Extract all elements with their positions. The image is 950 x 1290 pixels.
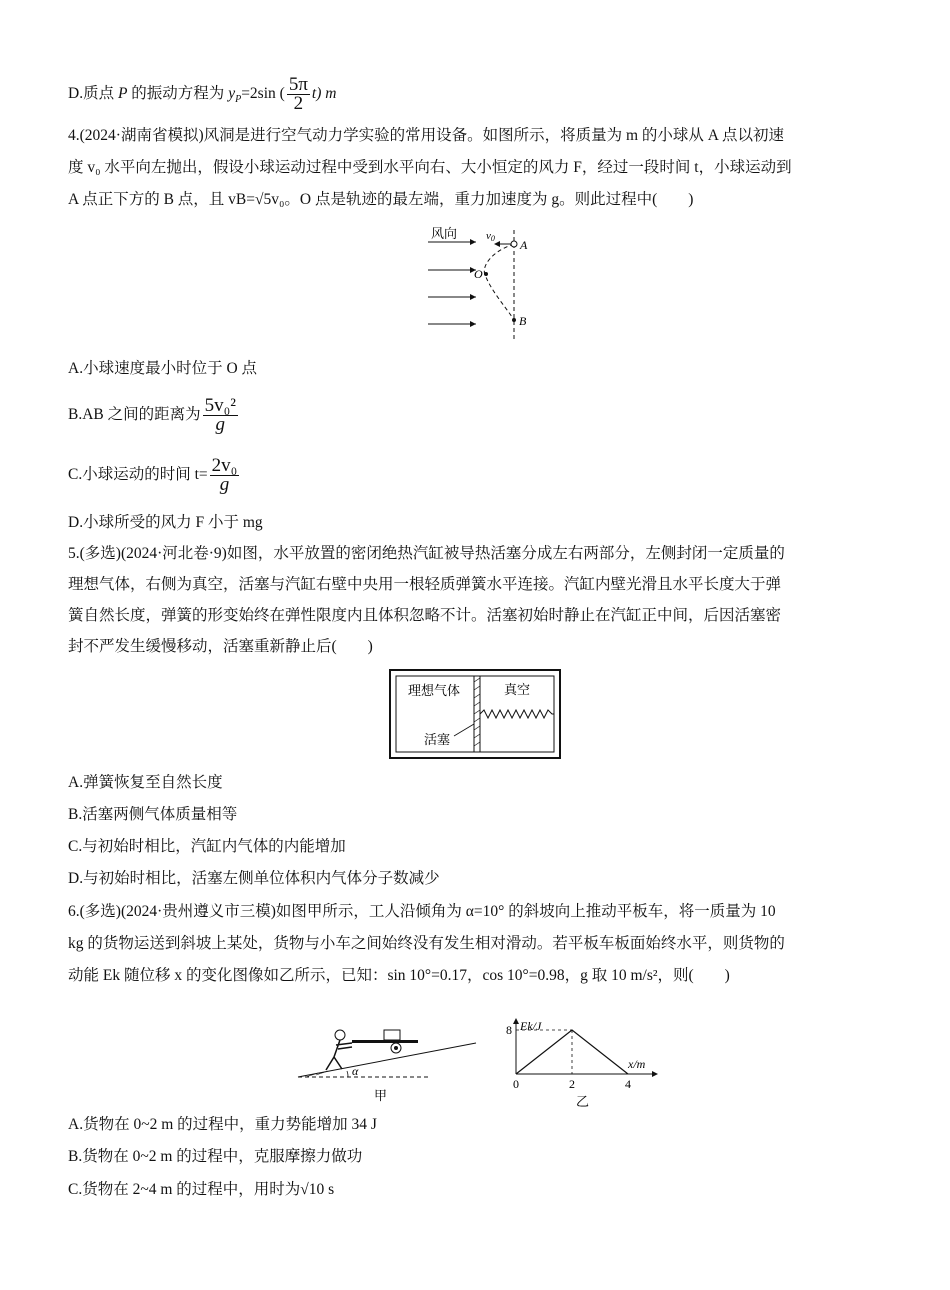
wind-tunnel-figure — [420, 222, 540, 344]
q4-b-fraction: $\frac{\text{5v₀²}}{g}$ — [204, 394, 236, 435]
spring — [480, 710, 554, 718]
piston — [474, 676, 480, 752]
omega-fraction: $\frac{5\pi}{2}$ — [288, 74, 308, 114]
q5-option-b: B.活塞两侧气体质量相等 — [68, 806, 238, 823]
y-tick-8: 8 — [506, 1023, 512, 1037]
q4-option-d: D.小球所受的风力 F 小于 mg — [68, 514, 263, 531]
slope-cart-figure — [296, 1015, 481, 1105]
x-axis-label: x/m — [628, 1057, 646, 1071]
cargo-box — [384, 1030, 400, 1040]
q6-stem-line3: 动能 Ek 随位移 x 的变化图像如乙所示，已知：sin 10°=0.17，cos 10°=0.98，g 取 10 m/s²，则( ) — [68, 967, 730, 984]
q4-option-a: A.小球速度最小时位于 O 点 — [68, 360, 258, 377]
figure-yi-caption: 乙 — [576, 1095, 590, 1108]
wind-arrowhead-3 — [470, 294, 476, 300]
point-o — [484, 272, 488, 276]
label-b: B — [519, 314, 527, 328]
q5-option-d: D.与初始时相比，活塞左侧单位体积内气体分子数减少 — [68, 870, 440, 887]
q6-stem-line1: 6.(多选)(2024·贵州遵义市三模)如图甲所示，工人沿倾角为 α=10° 的斜坡向上推动平板车，将一质量为 10 — [68, 903, 776, 920]
label-o: O — [474, 267, 483, 281]
label-a: A — [520, 238, 528, 252]
q5-stem-line1: 5.(多选)(2024·河北卷·9)如图，水平放置的密闭绝热汽缸被导热活塞分成左右两部分，左侧封闭一定质量的 — [68, 545, 785, 562]
q6-option-a: A.货物在 0~2 m 的过程中，重力势能增加 34 J — [68, 1116, 377, 1133]
figure-jia-caption: 甲 — [374, 1089, 388, 1104]
q4-c-fraction: $\frac{\text{2v₀}}{g}$ — [211, 454, 238, 495]
q4-option-b: B.AB 之间的距离为 $\frac{\text{5v₀²}}{g}$ — [68, 394, 236, 435]
cart-wheel-hub — [394, 1046, 398, 1050]
q6-option-b: B.货物在 0~2 m 的过程中，克服摩擦力做功 — [68, 1148, 363, 1165]
point-b — [512, 318, 516, 322]
q4-stem-line2: 度 v₀ 水平向左抛出，假设小球运动过程中受到水平向右、大小恒定的风力 F，经过一段时间 t，小球运动到 — [68, 159, 792, 176]
x-axis-arrow — [652, 1071, 658, 1077]
ek-x-graph — [500, 1018, 660, 1108]
prev-option-d: D.质点 P 的振动方程为 $y_P=2\sin$ ( $\frac{5\pi}{2}$ t) m — [68, 74, 337, 114]
x-tick-2: 2 — [569, 1077, 575, 1091]
x-tick-4: 4 — [625, 1077, 631, 1091]
q5-stem-line3: 簧自然长度，弹簧的形变始终在弹性限度内且体积忽略不计。活塞初始时静止在汽缸正中间，后因活塞密 — [68, 607, 782, 624]
x-tick-0: 0 — [513, 1077, 519, 1091]
ek-marks — [506, 1023, 631, 1091]
y-axis-label: Ek/J — [520, 1019, 542, 1033]
q5-stem-line4: 封不严发生缓慢移动，活塞重新静止后( ) — [68, 638, 373, 655]
worker-head — [335, 1030, 345, 1040]
q6-stem-line2: kg 的货物运送到斜坡上某处，货物与小车之间始终没有发生相对滑动。若平板车板面始终水平，则货物的 — [68, 935, 785, 952]
vacuum-label: 真空 — [504, 683, 531, 698]
q4-stem-line1: 4.(2024·湖南省模拟)风洞是进行空气动力学实验的常用设备。如图所示，将质量为 m 的小球从 A 点以初速 — [68, 127, 785, 144]
piston-label: 活塞 — [424, 733, 451, 748]
gas-label: 理想气体 — [408, 684, 461, 699]
piston-pointer — [454, 724, 474, 736]
angle-arc — [347, 1071, 348, 1077]
q4-stem-line3: A 点正下方的 B 点，且 vB=√5v₀。O 点是轨迹的最左端，重力加速度为 g。则此过程中( ) — [68, 191, 694, 208]
q5-stem-line2: 理想气体，右侧为真空，活塞与汽缸右壁中央用一根轻质弹簧水平连接。汽缸内壁光滑且水平长度大于弹 — [68, 576, 782, 593]
q5-option-c: C.与初始时相比，汽缸内气体的内能增加 — [68, 838, 346, 855]
v0-arrowhead — [494, 241, 500, 247]
q4-option-c: C.小球运动的时间 t= $\frac{\text{2v₀}}{g}$ — [68, 454, 238, 495]
q6-option-c: C.货物在 2~4 m 的过程中，用时为√10 s — [68, 1181, 335, 1198]
cylinder-figure — [388, 668, 563, 760]
y-axis-arrow — [513, 1018, 519, 1024]
wind-arrowhead-1 — [470, 239, 476, 245]
v0-label: v0 — [486, 230, 495, 243]
wind-arrowhead-4 — [470, 321, 476, 327]
alpha-label: α — [352, 1064, 359, 1078]
wind-label: 风向 — [431, 227, 458, 242]
q5-option-a: A.弹簧恢复至自然长度 — [68, 774, 223, 791]
trajectory-curve — [484, 244, 514, 320]
point-a — [511, 241, 517, 247]
worker-body — [326, 1040, 352, 1070]
